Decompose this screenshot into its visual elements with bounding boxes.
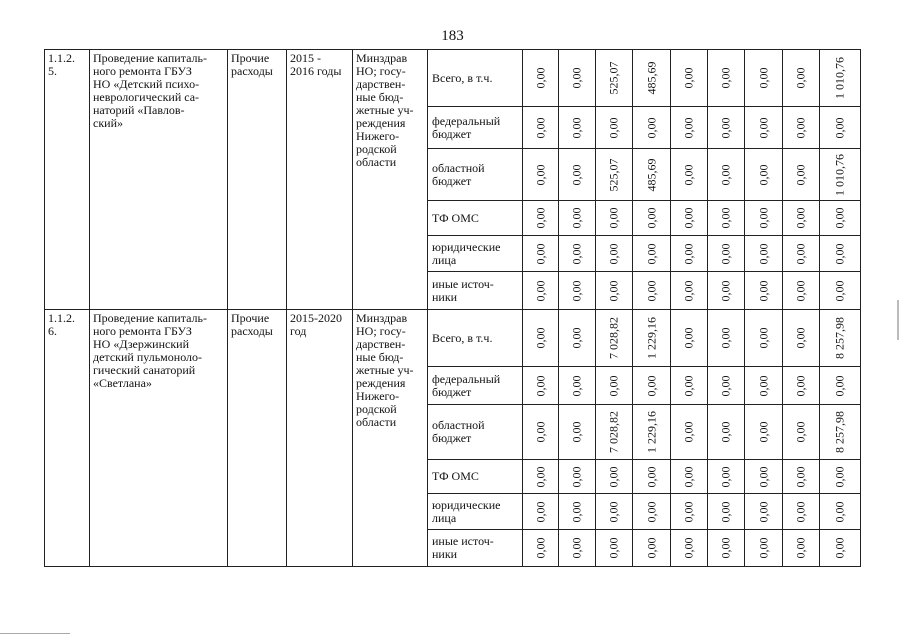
amount-value: 0,00 <box>718 280 733 301</box>
amount-value: 0,00 <box>756 537 770 559</box>
amount-cell <box>783 272 820 310</box>
amount-value: 0,00 <box>569 537 584 559</box>
amount-value: 0,00 <box>832 466 847 487</box>
amount-value: 0,00 <box>718 164 733 185</box>
amount-cell <box>820 460 861 494</box>
amount-cell <box>783 494 820 530</box>
amount-value: 8 257,98 <box>832 411 847 453</box>
amount-cell <box>783 50 820 107</box>
event-name: Проведение капиталь- ного ремонта ГБУЗ НО «Дзержинский детский пульмоноло- гический санаторий «Светлана» <box>90 310 228 567</box>
amount-value: 0,00 <box>793 466 808 487</box>
amount-cell <box>708 50 745 107</box>
amount-cell <box>523 201 559 236</box>
amount-cell <box>708 405 745 460</box>
amount-cell <box>708 236 745 272</box>
amount-cell <box>523 367 559 405</box>
amount-cell <box>745 494 783 530</box>
amount-value: 0,00 <box>756 375 770 396</box>
amount-value: 0,00 <box>832 501 847 522</box>
amount-cell <box>820 367 861 405</box>
amount-value: 0,00 <box>793 243 808 264</box>
amount-cell <box>633 530 671 567</box>
amount-cell <box>523 149 559 201</box>
amount-value: 0,00 <box>644 243 658 264</box>
amount-cell <box>745 405 783 460</box>
amount-cell <box>633 50 671 107</box>
executor: Минздрав НО; госу- дарствен- ные бюд- жетные уч- реждения Нижего- родской области <box>353 50 428 310</box>
amount-value: 0,00 <box>793 375 808 396</box>
amount-cell <box>745 310 783 367</box>
amount-cell <box>596 272 633 310</box>
funding-source: ТФ ОМС <box>428 201 523 236</box>
amount-cell <box>559 50 596 107</box>
funding-source: юридические лица <box>428 494 523 530</box>
amount-cell <box>633 460 671 494</box>
amount-cell <box>820 149 861 201</box>
amount-value: 0,00 <box>569 67 584 89</box>
expense-type: Прочие расходы <box>228 310 287 567</box>
amount-value: 0,00 <box>533 421 547 443</box>
amount-value: 1 010,76 <box>832 57 847 99</box>
amount-cell <box>708 310 745 367</box>
amount-value: 0,00 <box>644 207 658 229</box>
amount-cell <box>559 272 596 310</box>
amount-value: 0,00 <box>606 117 621 138</box>
amount-value: 0,00 <box>832 207 847 229</box>
amount-value: 0,00 <box>832 117 847 138</box>
amount-value: 485,69 <box>644 61 658 95</box>
amount-cell <box>596 460 633 494</box>
amount-cell <box>745 50 783 107</box>
amount-cell <box>633 367 671 405</box>
amount-value: 0,00 <box>606 207 621 229</box>
expense-type: Прочие расходы <box>228 50 287 310</box>
amount-cell <box>820 310 861 367</box>
amount-cell <box>633 272 671 310</box>
amount-value: 0,00 <box>533 67 547 89</box>
amount-value: 0,00 <box>793 207 808 229</box>
funding-source: Всего, в т.ч. <box>428 310 523 367</box>
amount-value: 0,00 <box>569 327 584 349</box>
amount-cell <box>671 310 708 367</box>
amount-value: 0,00 <box>793 501 808 522</box>
amount-value: 0,00 <box>533 466 547 487</box>
amount-cell <box>783 236 820 272</box>
amount-value: 0,00 <box>756 117 770 138</box>
amount-cell <box>523 310 559 367</box>
amount-value: 0,00 <box>832 280 847 301</box>
amount-value: 0,00 <box>681 375 696 396</box>
amount-cell <box>633 149 671 201</box>
amount-cell <box>559 107 596 149</box>
amount-value: 0,00 <box>681 466 696 487</box>
amount-value: 0,00 <box>606 280 621 301</box>
amount-cell <box>523 460 559 494</box>
amount-cell <box>745 107 783 149</box>
period: 2015-2020 год <box>287 310 353 567</box>
amount-cell <box>523 50 559 107</box>
amount-value: 0,00 <box>644 280 658 301</box>
amount-cell <box>708 530 745 567</box>
amount-cell <box>559 367 596 405</box>
amount-cell <box>596 494 633 530</box>
amount-value: 525,07 <box>606 61 621 95</box>
amount-cell <box>596 50 633 107</box>
amount-cell <box>633 405 671 460</box>
amount-value: 0,00 <box>793 327 808 349</box>
budget-table <box>44 49 861 567</box>
amount-cell <box>596 530 633 567</box>
amount-cell <box>596 367 633 405</box>
amount-cell <box>523 272 559 310</box>
amount-cell <box>820 50 861 107</box>
amount-cell <box>671 50 708 107</box>
amount-cell <box>596 149 633 201</box>
amount-cell <box>559 236 596 272</box>
amount-cell <box>783 530 820 567</box>
amount-cell <box>745 236 783 272</box>
amount-cell <box>596 107 633 149</box>
amount-value: 0,00 <box>533 327 547 349</box>
amount-cell <box>745 367 783 405</box>
amount-cell <box>559 310 596 367</box>
amount-value: 0,00 <box>681 164 696 185</box>
amount-cell <box>671 405 708 460</box>
amount-value: 0,00 <box>718 466 733 487</box>
amount-cell <box>745 201 783 236</box>
amount-value: 0,00 <box>756 501 770 522</box>
amount-cell <box>708 460 745 494</box>
amount-value: 0,00 <box>718 537 733 559</box>
funding-source: ТФ ОМС <box>428 460 523 494</box>
amount-cell <box>708 367 745 405</box>
amount-value: 0,00 <box>832 537 847 559</box>
amount-value: 1 229,16 <box>644 411 658 453</box>
amount-value: 0,00 <box>681 537 696 559</box>
amount-value: 0,00 <box>533 375 547 396</box>
amount-cell <box>596 201 633 236</box>
amount-value: 0,00 <box>569 375 584 396</box>
amount-cell <box>745 530 783 567</box>
amount-value: 7 028,82 <box>606 411 621 453</box>
amount-value: 0,00 <box>793 164 808 185</box>
item-code: 1.1.2. 5. <box>45 50 90 310</box>
amount-cell <box>820 107 861 149</box>
amount-value: 0,00 <box>569 466 584 487</box>
amount-cell <box>708 201 745 236</box>
amount-cell <box>820 530 861 567</box>
amount-value: 0,00 <box>832 375 847 396</box>
amount-cell <box>633 310 671 367</box>
amount-value: 0,00 <box>644 466 658 487</box>
funding-source: Всего, в т.ч. <box>428 50 523 107</box>
amount-value: 0,00 <box>681 207 696 229</box>
amount-value: 7 028,82 <box>606 317 621 359</box>
amount-value: 0,00 <box>569 117 584 138</box>
amount-value: 0,00 <box>718 375 733 396</box>
amount-cell <box>820 494 861 530</box>
amount-value: 0,00 <box>606 243 621 264</box>
amount-cell <box>745 460 783 494</box>
amount-cell <box>783 405 820 460</box>
amount-value: 525,07 <box>606 158 621 191</box>
amount-value: 0,00 <box>756 421 770 443</box>
event-name: Проведение капиталь- ного ремонта ГБУЗ НО «Детский психо- неврологический са- наторий «Павлов- ский» <box>90 50 228 310</box>
amount-value: 0,00 <box>756 466 770 487</box>
amount-cell <box>820 236 861 272</box>
amount-cell <box>783 460 820 494</box>
amount-cell <box>559 530 596 567</box>
amount-value: 0,00 <box>569 207 584 229</box>
amount-value: 0,00 <box>681 421 696 443</box>
amount-value: 0,00 <box>569 421 584 443</box>
scan-bottom-mark <box>0 633 70 634</box>
amount-value: 0,00 <box>718 421 733 443</box>
amount-value: 0,00 <box>756 67 770 89</box>
amount-cell <box>596 310 633 367</box>
funding-source: федеральный бюджет <box>428 367 523 405</box>
amount-value: 0,00 <box>756 327 770 349</box>
amount-value: 0,00 <box>569 501 584 522</box>
funding-source: федеральный бюджет <box>428 107 523 149</box>
amount-cell <box>820 272 861 310</box>
amount-cell <box>745 149 783 201</box>
amount-value: 0,00 <box>569 243 584 264</box>
amount-cell <box>523 107 559 149</box>
amount-value: 0,00 <box>606 375 621 396</box>
amount-cell <box>671 149 708 201</box>
amount-value: 485,69 <box>644 158 658 191</box>
amount-value: 1 229,16 <box>644 317 658 359</box>
amount-value: 0,00 <box>606 501 621 522</box>
amount-cell <box>783 367 820 405</box>
amount-value: 8 257,98 <box>832 317 847 359</box>
amount-value: 0,00 <box>681 243 696 264</box>
amount-cell <box>523 530 559 567</box>
amount-cell <box>708 149 745 201</box>
amount-value: 0,00 <box>718 243 733 264</box>
amount-value: 0,00 <box>681 327 696 349</box>
amount-value: 0,00 <box>756 164 770 185</box>
amount-value: 0,00 <box>832 243 847 264</box>
amount-value: 0,00 <box>644 501 658 522</box>
executor: Минздрав НО; госу- дарствен- ные бюд- жетные уч- реждения Нижего- родской области <box>353 310 428 567</box>
amount-cell <box>820 405 861 460</box>
amount-cell <box>633 236 671 272</box>
amount-value: 0,00 <box>533 537 547 559</box>
funding-source: юридические лица <box>428 236 523 272</box>
amount-value: 0,00 <box>681 501 696 522</box>
amount-value: 0,00 <box>756 280 770 301</box>
amount-cell <box>708 494 745 530</box>
amount-cell <box>596 236 633 272</box>
table-body <box>45 50 861 567</box>
table-row <box>45 310 861 367</box>
amount-cell <box>596 405 633 460</box>
table-row <box>45 50 861 107</box>
amount-cell <box>633 494 671 530</box>
amount-cell <box>783 107 820 149</box>
amount-value: 0,00 <box>718 327 733 349</box>
amount-value: 0,00 <box>606 466 621 487</box>
amount-cell <box>671 494 708 530</box>
amount-value: 0,00 <box>681 280 696 301</box>
amount-cell <box>633 107 671 149</box>
amount-value: 0,00 <box>569 164 584 185</box>
item-code: 1.1.2. 6. <box>45 310 90 567</box>
amount-value: 0,00 <box>718 117 733 138</box>
amount-value: 0,00 <box>533 207 547 229</box>
page-number: 183 <box>441 28 464 44</box>
amount-value: 0,00 <box>793 67 808 89</box>
amount-value: 0,00 <box>533 243 547 264</box>
amount-value: 0,00 <box>793 537 808 559</box>
amount-cell <box>671 460 708 494</box>
amount-value: 1 010,76 <box>832 153 847 196</box>
amount-cell <box>559 201 596 236</box>
amount-value: 0,00 <box>606 537 621 559</box>
amount-value: 0,00 <box>793 117 808 138</box>
amount-cell <box>671 272 708 310</box>
amount-cell <box>559 460 596 494</box>
amount-value: 0,00 <box>681 67 696 89</box>
amount-cell <box>671 530 708 567</box>
amount-cell <box>671 367 708 405</box>
amount-value: 0,00 <box>756 243 770 264</box>
scan-edge-mark <box>897 300 899 340</box>
amount-value: 0,00 <box>533 280 547 301</box>
amount-cell <box>671 107 708 149</box>
amount-value: 0,00 <box>533 501 547 522</box>
amount-cell <box>708 272 745 310</box>
period: 2015 - 2016 годы <box>287 50 353 310</box>
amount-cell <box>523 494 559 530</box>
amount-cell <box>783 310 820 367</box>
funding-source: иные источ- ники <box>428 272 523 310</box>
amount-value: 0,00 <box>756 207 770 229</box>
amount-cell <box>559 494 596 530</box>
amount-value: 0,00 <box>718 501 733 522</box>
amount-cell <box>523 405 559 460</box>
amount-cell <box>708 107 745 149</box>
amount-value: 0,00 <box>793 280 808 301</box>
amount-cell <box>559 149 596 201</box>
funding-source: областной бюджет <box>428 149 523 201</box>
amount-cell <box>671 201 708 236</box>
amount-value: 0,00 <box>533 164 547 185</box>
amount-cell <box>671 236 708 272</box>
funding-source: областной бюджет <box>428 405 523 460</box>
amount-value: 0,00 <box>569 280 584 301</box>
amount-cell <box>783 149 820 201</box>
amount-cell <box>745 272 783 310</box>
funding-source: иные источ- ники <box>428 530 523 567</box>
amount-value: 0,00 <box>533 117 547 138</box>
amount-value: 0,00 <box>644 537 658 559</box>
amount-value: 0,00 <box>681 117 696 138</box>
amount-value: 0,00 <box>718 207 733 229</box>
amount-value: 0,00 <box>793 421 808 443</box>
amount-cell <box>820 201 861 236</box>
amount-value: 0,00 <box>644 375 658 396</box>
amount-cell <box>633 201 671 236</box>
amount-cell <box>559 405 596 460</box>
amount-cell <box>523 236 559 272</box>
amount-cell <box>783 201 820 236</box>
amount-value: 0,00 <box>718 67 733 89</box>
amount-value: 0,00 <box>644 117 658 138</box>
